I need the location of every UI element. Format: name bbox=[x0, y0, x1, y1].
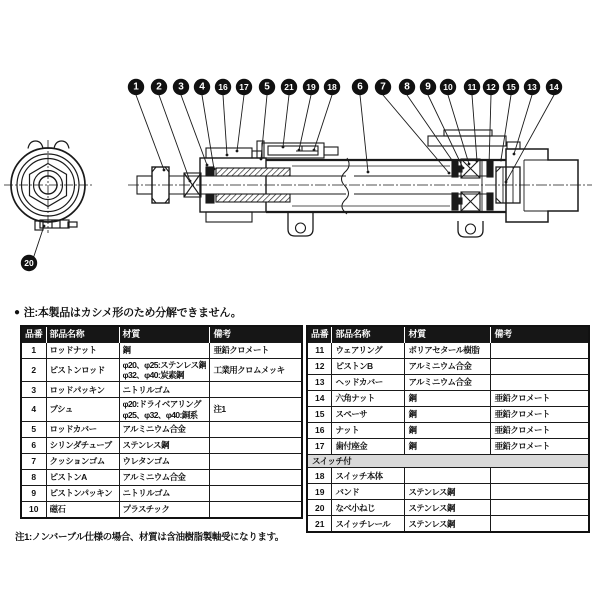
table-row bbox=[307, 375, 589, 391]
callout-21 bbox=[281, 79, 297, 149]
col-header-part-no: 品番 bbox=[21, 326, 46, 343]
col-header-part-name: 部品名称 bbox=[46, 326, 119, 343]
callout-number: 13 bbox=[527, 82, 537, 92]
callout-number: 11 bbox=[467, 82, 477, 92]
callout-number: 19 bbox=[306, 82, 316, 92]
cell-no: 6 bbox=[21, 437, 46, 453]
cell-rem bbox=[491, 468, 589, 484]
cell-no: 21 bbox=[307, 516, 332, 533]
table-row bbox=[21, 469, 302, 485]
cell-mat: アルミニウム合金 bbox=[405, 375, 491, 391]
parts-tables bbox=[20, 325, 590, 533]
cell-rem bbox=[491, 375, 589, 391]
table-row bbox=[307, 343, 589, 359]
table-row bbox=[21, 501, 302, 518]
cell-mat: ステンレス鋼 bbox=[405, 500, 491, 516]
cell-name: ピストンパッキン bbox=[46, 485, 119, 501]
cell-mat bbox=[405, 468, 491, 484]
cell-rem bbox=[210, 421, 302, 437]
cell-name: シリンダチューブ bbox=[46, 437, 119, 453]
table-row bbox=[21, 453, 302, 469]
table-row bbox=[21, 485, 302, 501]
callout-layer bbox=[21, 79, 562, 271]
bushing-top bbox=[216, 168, 290, 176]
cell-rem bbox=[210, 469, 302, 485]
callout-number: 21 bbox=[284, 82, 294, 92]
cell-no: 5 bbox=[21, 421, 46, 437]
cell-mat: アルミニウム合金 bbox=[119, 469, 210, 485]
cell-mat: 鋼 bbox=[405, 407, 491, 423]
cell-name: 歯付座金 bbox=[332, 439, 405, 455]
col-header-part-name: 部品名称 bbox=[332, 326, 405, 343]
callout-number: 8 bbox=[404, 81, 410, 93]
cell-no: 20 bbox=[307, 500, 332, 516]
cell-no: 11 bbox=[307, 343, 332, 359]
table-row bbox=[307, 359, 589, 375]
callout-16 bbox=[215, 79, 231, 157]
cell-name: ピストンロッド bbox=[46, 359, 119, 382]
front-view bbox=[4, 140, 93, 233]
callout-number: 10 bbox=[443, 82, 453, 92]
cell-name: ロッドナット bbox=[46, 343, 119, 359]
cell-mat: ウレタンゴム bbox=[119, 453, 210, 469]
mounting-foot-right bbox=[458, 221, 483, 237]
bullet-icon: ● bbox=[14, 306, 20, 318]
table-row bbox=[21, 343, 302, 359]
cell-mat: ステンレス鋼 bbox=[119, 437, 210, 453]
table-row bbox=[307, 500, 589, 516]
cell-rem bbox=[210, 485, 302, 501]
callout-number: 4 bbox=[199, 81, 205, 93]
cell-no: 1 bbox=[21, 343, 46, 359]
cell-rem: 亜鉛クロメート bbox=[491, 423, 589, 439]
cell-rem: 亜鉛クロメート bbox=[491, 407, 589, 423]
cell-no: 19 bbox=[307, 484, 332, 500]
cell-rem: 亜鉛クロメート bbox=[491, 439, 589, 455]
callout-number: 5 bbox=[264, 81, 270, 93]
cell-rem bbox=[491, 343, 589, 359]
cell-no: 3 bbox=[21, 382, 46, 398]
cell-name: ロッドパッキン bbox=[46, 382, 119, 398]
cell-no: 12 bbox=[307, 359, 332, 375]
table-row bbox=[307, 468, 589, 484]
callout-number: 16 bbox=[218, 82, 228, 92]
cell-name: バンド bbox=[332, 484, 405, 500]
section-row bbox=[307, 455, 589, 468]
cell-no: 16 bbox=[307, 423, 332, 439]
parts-table-right bbox=[306, 325, 590, 533]
cell-mat: プラスチック bbox=[119, 501, 210, 518]
cell-mat: ステンレス鋼 bbox=[405, 516, 491, 533]
col-header-material: 材質 bbox=[119, 326, 210, 343]
table-row bbox=[307, 391, 589, 407]
callout-number: 17 bbox=[239, 82, 249, 92]
cell-rem bbox=[210, 437, 302, 453]
callout-12 bbox=[483, 79, 499, 168]
table-row bbox=[21, 382, 302, 398]
callout-number: 20 bbox=[24, 258, 34, 268]
table-row bbox=[307, 484, 589, 500]
callout-4 bbox=[194, 79, 216, 171]
screw-bump-right bbox=[54, 141, 69, 149]
cell-no: 9 bbox=[21, 485, 46, 501]
col-header-remarks: 備考 bbox=[210, 326, 302, 343]
screw-bump-left bbox=[28, 141, 43, 149]
cell-no: 2 bbox=[21, 359, 46, 382]
parts-table-left bbox=[20, 325, 303, 519]
cell-no: 14 bbox=[307, 391, 332, 407]
cell-name: スペーサ bbox=[332, 407, 405, 423]
col-header-material: 材質 bbox=[405, 326, 491, 343]
table-row bbox=[307, 423, 589, 439]
cell-rem bbox=[210, 501, 302, 518]
section-header: スイッチ付 bbox=[307, 455, 589, 468]
table-row bbox=[307, 407, 589, 423]
cell-mat: 鋼 bbox=[405, 439, 491, 455]
callout-number: 2 bbox=[156, 81, 162, 93]
table-row bbox=[21, 421, 302, 437]
cell-mat: アルミニウム合金 bbox=[119, 421, 210, 437]
cell-no: 10 bbox=[21, 501, 46, 518]
callout-number: 12 bbox=[486, 82, 496, 92]
cell-name: ピストンA bbox=[46, 469, 119, 485]
table-row bbox=[307, 439, 589, 455]
cell-rem: 亜鉛クロメート bbox=[491, 391, 589, 407]
cell-mat: ニトリルゴム bbox=[119, 382, 210, 398]
cell-no: 15 bbox=[307, 407, 332, 423]
callout-number: 14 bbox=[549, 82, 559, 92]
cell-mat: アルミニウム合金 bbox=[405, 359, 491, 375]
table-row bbox=[21, 398, 302, 421]
cell-mat: 鋼 bbox=[405, 423, 491, 439]
cell-mat: φ20:ドライベアリング φ25、φ32、φ40:銅系 bbox=[119, 398, 210, 421]
callout-19 bbox=[298, 79, 320, 152]
callout-number: 7 bbox=[380, 81, 386, 93]
callout-number: 3 bbox=[178, 81, 184, 93]
cell-no: 4 bbox=[21, 398, 46, 421]
callout-number: 9 bbox=[425, 81, 431, 93]
cell-no: 7 bbox=[21, 453, 46, 469]
cell-name: ウェアリング bbox=[332, 343, 405, 359]
cell-mat: φ20、φ25:ステンレス鋼 φ32、φ40:炭素鋼 bbox=[119, 359, 210, 382]
side-view bbox=[128, 130, 592, 237]
callout-20 bbox=[21, 225, 46, 272]
cell-name: なべ小ねじ bbox=[332, 500, 405, 516]
cell-rem: 工業用クロムメッキ bbox=[210, 359, 302, 382]
disassembly-note-text: 注:本製品はカシメ形のため分解できません。 bbox=[23, 307, 242, 319]
cell-no: 17 bbox=[307, 439, 332, 455]
col-header-part-no: 品番 bbox=[307, 326, 332, 343]
cell-no: 13 bbox=[307, 375, 332, 391]
callout-17 bbox=[236, 79, 253, 153]
bushing-bottom bbox=[216, 194, 290, 202]
cell-name: スイッチレール bbox=[332, 516, 405, 533]
table-row bbox=[21, 437, 302, 453]
cell-name: ナット bbox=[332, 423, 405, 439]
cell-mat: 鋼 bbox=[119, 343, 210, 359]
col-header-remarks: 備考 bbox=[491, 326, 589, 343]
switch-rail-right bbox=[428, 136, 506, 146]
cell-rem bbox=[491, 484, 589, 500]
cell-name: ブシュ bbox=[46, 398, 119, 421]
cell-rem bbox=[491, 359, 589, 375]
cell-no: 18 bbox=[307, 468, 332, 484]
table-row bbox=[21, 359, 302, 382]
rod-packing-bottom bbox=[206, 194, 214, 203]
callout-number: 6 bbox=[357, 81, 363, 93]
cell-no: 8 bbox=[21, 469, 46, 485]
cell-mat: ステンレス鋼 bbox=[405, 484, 491, 500]
disassembly-note bbox=[14, 304, 241, 320]
cell-rem bbox=[491, 516, 589, 533]
cell-name: ヘッドカバー bbox=[332, 375, 405, 391]
cell-rem: 注1 bbox=[210, 398, 302, 421]
cell-rem bbox=[210, 382, 302, 398]
cell-name: ロッドカバー bbox=[46, 421, 119, 437]
cell-mat: ポリアセタール樹脂 bbox=[405, 343, 491, 359]
cell-name: スイッチ本体 bbox=[332, 468, 405, 484]
cell-name: ピストンB bbox=[332, 359, 405, 375]
cell-name: 六角ナット bbox=[332, 391, 405, 407]
callout-number: 1 bbox=[133, 81, 139, 93]
callout-5 bbox=[259, 79, 275, 161]
callout-number: 18 bbox=[327, 82, 337, 92]
cell-rem bbox=[491, 500, 589, 516]
callout-number: 15 bbox=[506, 82, 516, 92]
table-row bbox=[307, 516, 589, 533]
cell-rem bbox=[210, 453, 302, 469]
callout-11 bbox=[464, 79, 480, 163]
cell-name: クッションゴム bbox=[46, 453, 119, 469]
piston-b bbox=[487, 161, 493, 177]
cell-name: 磁石 bbox=[46, 501, 119, 518]
material-footnote: 注1:ノンバーブル仕様の場合、材質は含油樹脂製軸受になります。 bbox=[15, 532, 284, 543]
cell-mat: ニトリルゴム bbox=[119, 485, 210, 501]
cell-rem: 亜鉛クロメート bbox=[210, 343, 302, 359]
cell-mat: 鋼 bbox=[405, 391, 491, 407]
